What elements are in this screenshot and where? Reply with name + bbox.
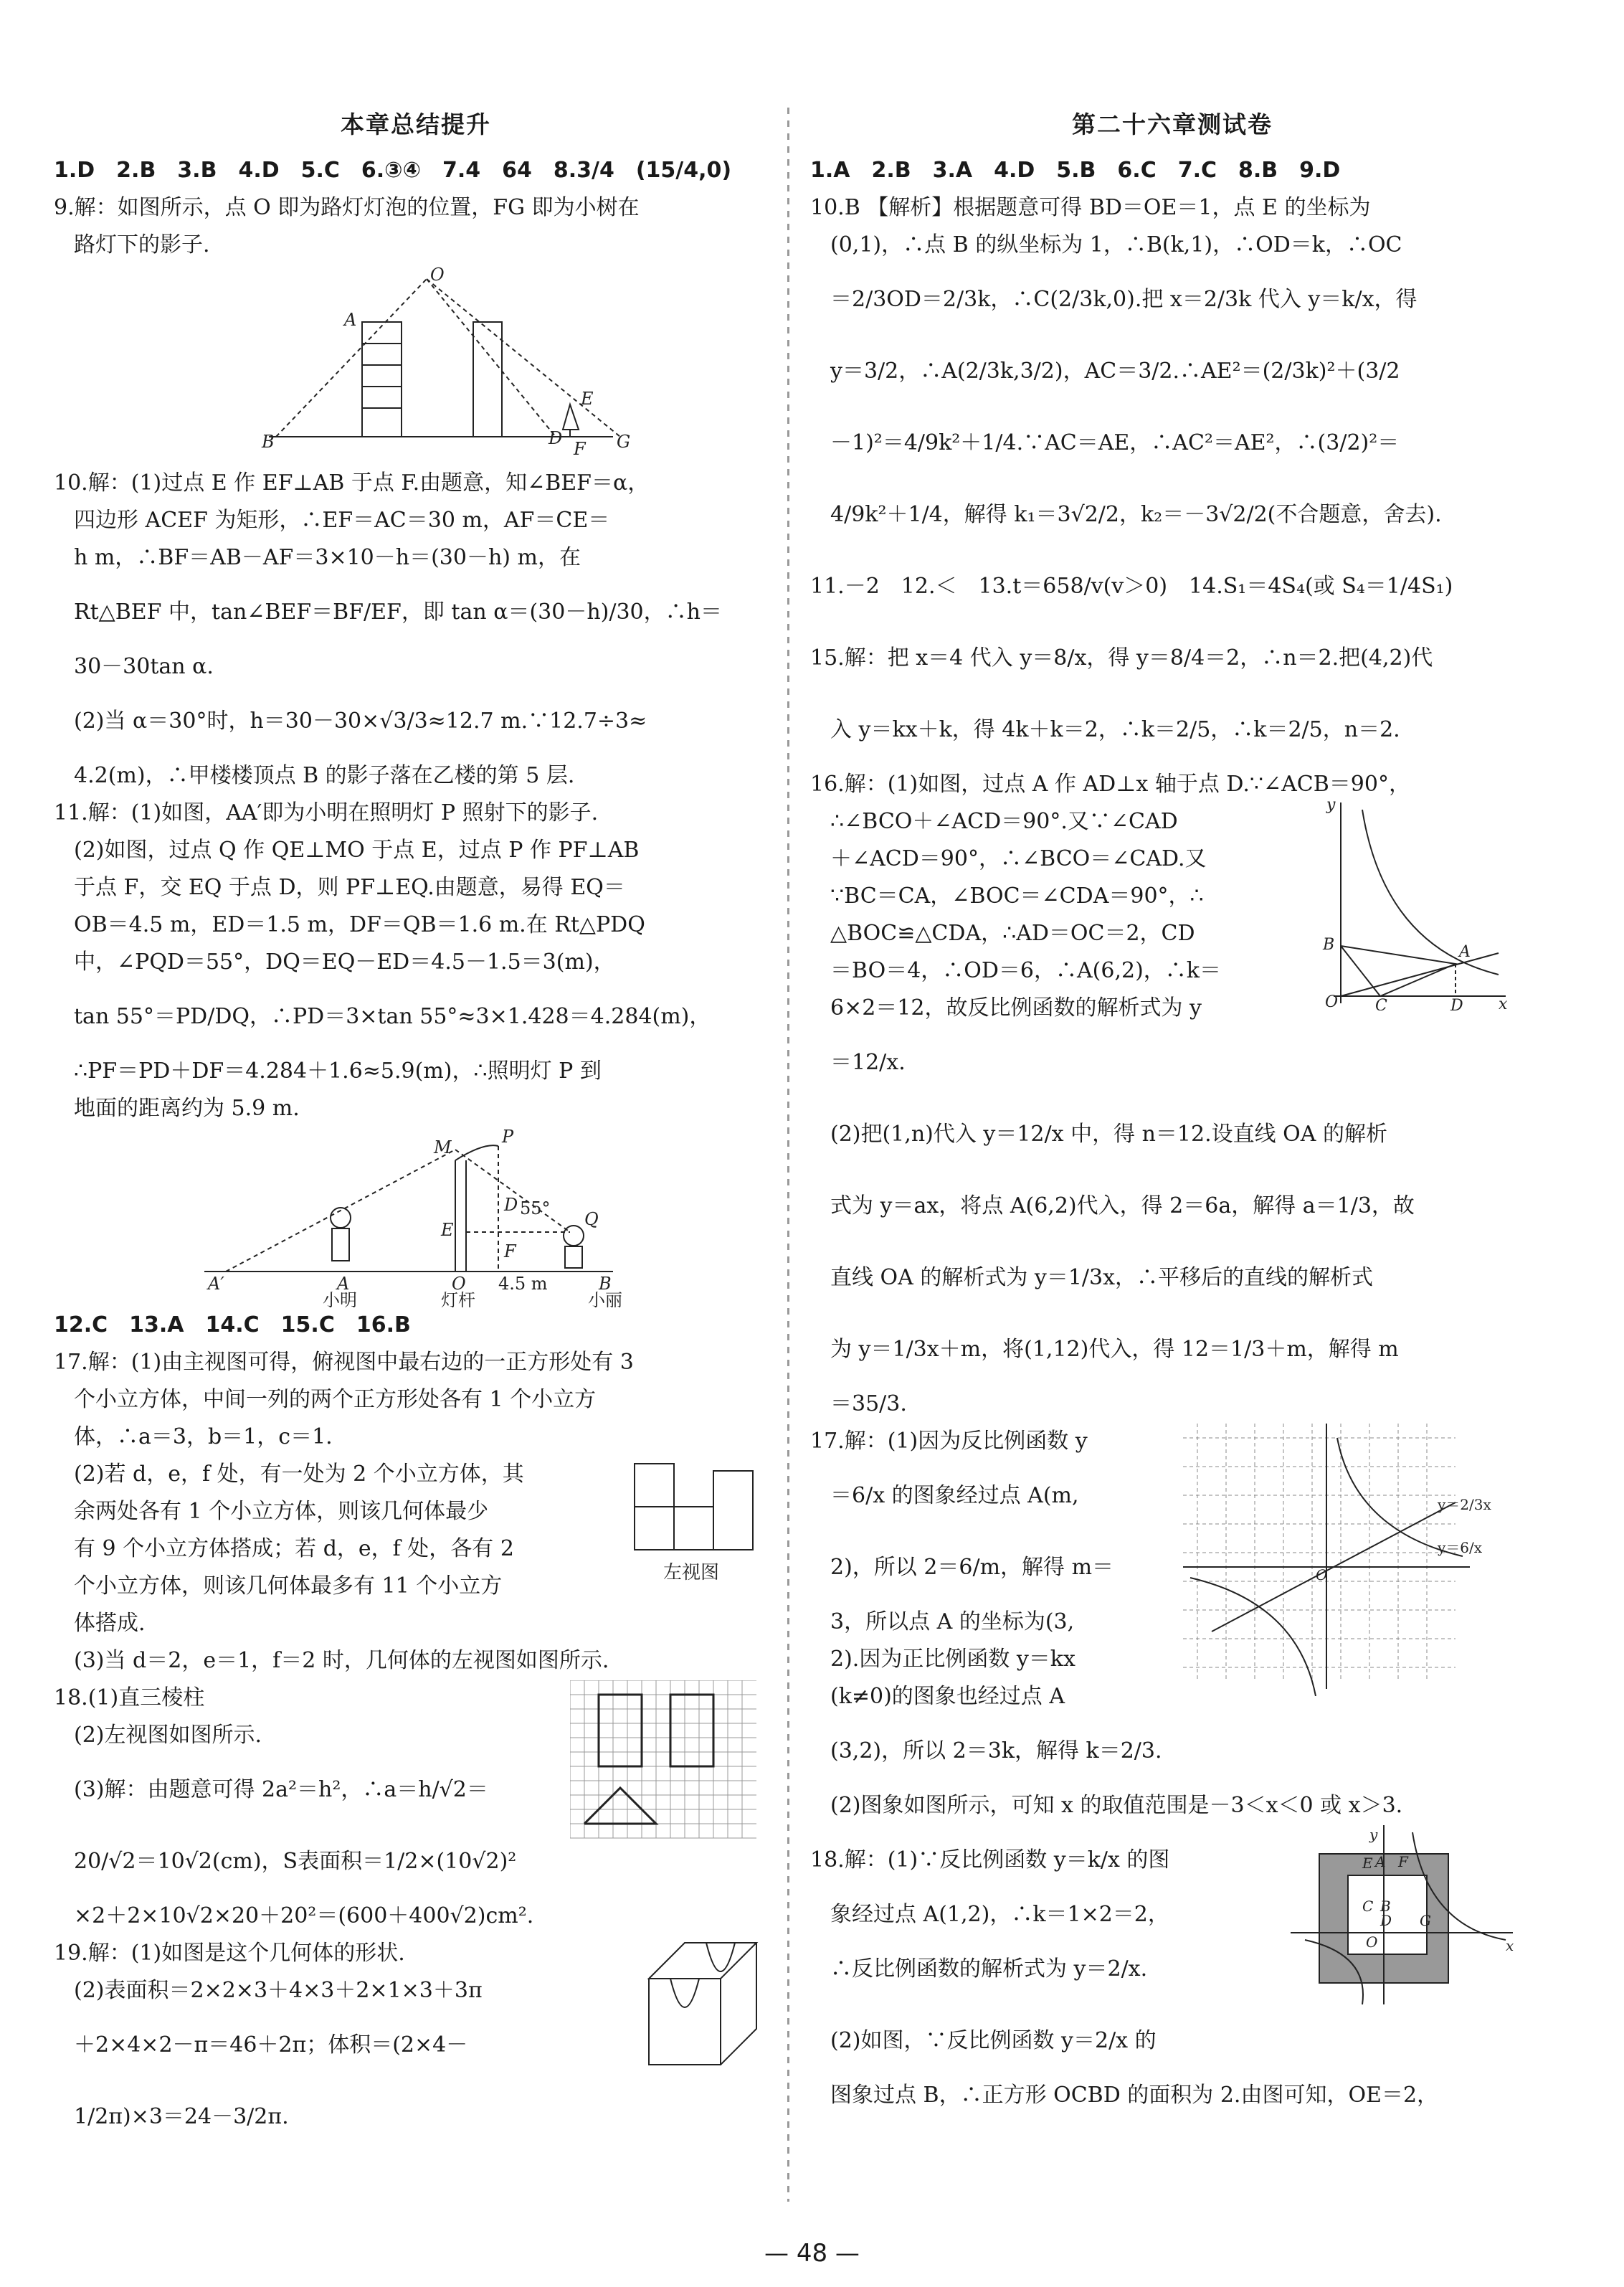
text-line: 6×2＝12，故反比例函数的解析式为 y: [830, 995, 1202, 1021]
function-graph-17: [1183, 1424, 1499, 1696]
text-line: 1/2π)×3＝24－3/2π.: [74, 2104, 289, 2129]
svg-text:A′: A′: [208, 1274, 224, 1294]
text-line: 个小立方体，中间一列的两个正方形处各有 1 个小立方: [74, 1387, 597, 1412]
text-line: (2)把(1,n)代入 y＝12/x 中，得 n＝12.设直线 OA 的解析: [830, 1122, 1387, 1147]
svg-text:x: x: [1499, 995, 1508, 1010]
text-line: 18.解：(1)∵反比例函数 y＝k/x 的图: [810, 1847, 1170, 1872]
text-line: 4/9k²＋1/4，解得 k₁＝3√2/2，k₂＝－3√2/2(不合题意，舍去).: [830, 502, 1442, 527]
svg-text:B: B: [599, 1274, 612, 1294]
page-number: — 48 —: [764, 2239, 860, 2268]
text-line: ＋∠ACD＝90°，∴∠BCO＝∠CAD.又: [830, 846, 1207, 871]
text-line: y＝3/2，∴A(2/3k,3/2)，AC＝3/2.∴AE²＝(2/3k)²＋(3/2: [830, 359, 1400, 384]
text-line: ＋2×4×2－π＝46＋2π；体积＝(2×4－: [74, 2032, 468, 2058]
text-line: △BOC≌△CDA，∴AD＝OC＝2，CD: [830, 921, 1195, 946]
solid-figure: [620, 1936, 764, 2079]
text-line: (3)当 d＝2，e＝1，f＝2 时，几何体的左视图如图所示.: [74, 1648, 609, 1673]
curve-label: y＝6/x: [1438, 1539, 1483, 1556]
text-line: 16.解：(1)如图，过点 A 作 AD⊥x 轴于点 D.∵∠ACB＝90°，: [810, 772, 1410, 797]
lamp-label: 灯杆: [441, 1290, 475, 1307]
right-column: [810, 100, 1534, 2115]
svg-text:O: O: [1366, 1933, 1378, 1951]
svg-text:B: B: [1380, 1898, 1391, 1915]
svg-text:Q: Q: [584, 1209, 599, 1229]
text-line: 2).因为正比例函数 y＝kx: [830, 1647, 1075, 1672]
svg-text:y: y: [1326, 796, 1336, 814]
text-line: 10.解：(1)过点 E 作 EF⊥AB 于点 F.由题意，知∠BEF＝α，: [54, 470, 650, 496]
svg-text:y: y: [1369, 1826, 1378, 1843]
text-line: tan 55°＝PD/DQ，∴PD＝3×tan 55°≈3×1.428＝4.284(m)，: [74, 1004, 711, 1029]
answer-line: 12.C 13.A 14.C 15.C 16.B: [54, 1312, 411, 1337]
left-column: [54, 100, 778, 2154]
text-line: ∴PF＝PD＋DF＝4.284＋1.6≈5.9(m)，∴照明灯 P 到: [74, 1059, 602, 1084]
lamp-figure: [54, 1128, 771, 1307]
text-line: 个小立方体，则该几何体最多有 11 个小立方: [74, 1573, 503, 1599]
svg-text:A: A: [1375, 1853, 1386, 1870]
text-line: 3，所以点 A 的坐标为(3,: [830, 1609, 1075, 1634]
svg-text:D: D: [1380, 1912, 1392, 1929]
text-line: 地面的距离约为 5.9 m.: [74, 1096, 300, 1121]
text-line: 入 y＝kx＋k，得 4k＋k＝2，∴k＝2/5，∴k＝2/5，n＝2.: [830, 717, 1400, 742]
text-line: 17.解：(1)因为反比例函数 y: [810, 1429, 1088, 1454]
svg-text:G: G: [1420, 1912, 1431, 1929]
left-view-label: 左视图: [663, 1562, 720, 1583]
svg-text:F: F: [1398, 1853, 1408, 1870]
svg-text:M: M: [434, 1137, 452, 1157]
text-line: 图象过点 B，∴正方形 OCBD 的面积为 2.由图可知，OE＝2，: [830, 2083, 1439, 2108]
text-line: 有 9 个小立方体搭成；若 d，e，f 处，各有 2: [74, 1536, 514, 1561]
text-line: 19.解：(1)如图是这个几何体的形状.: [54, 1941, 405, 1966]
text-line: 30－30tan α.: [74, 654, 214, 679]
text-line: (2)如图，过点 Q 作 QE⊥MO 于点 E，过点 P 作 PF⊥AB: [74, 838, 640, 863]
text-line: 20/√2＝10√2(cm)，S表面积＝1/2×(10√2)²: [74, 1849, 517, 1874]
text-line: 4.2(m)，∴甲楼楼顶点 B 的影子落在乙楼的第 5 层.: [74, 763, 575, 788]
answer-line: 1.A 2.B 3.A 4.D 5.B 6.C 7.C 8.B 9.D: [810, 158, 1341, 183]
svg-text:E: E: [581, 389, 594, 409]
text-line: 9.解：如图所示，点 O 即为路灯灯泡的位置，FG 即为小树在: [54, 195, 640, 220]
text-line: 路灯下的影子.: [74, 232, 210, 257]
section-title-right: 第二十六章测试卷: [1072, 110, 1273, 138]
svg-text:B: B: [1323, 936, 1335, 954]
distance-label: 4.5 m: [498, 1274, 548, 1294]
svg-text:A: A: [337, 1274, 350, 1294]
svg-text:C: C: [1362, 1898, 1374, 1915]
text-line: 体搭成.: [74, 1611, 146, 1636]
text-line: 2)，所以 2＝6/m，解得 m＝: [830, 1555, 1114, 1580]
text-line: h m，∴BF＝AB－AF＝3×10－h＝(30－h) m，在: [74, 545, 581, 570]
svg-text:B: B: [262, 432, 275, 452]
text-line: (3,2)，所以 2＝3k，解得 k＝2/3.: [830, 1738, 1162, 1763]
square-figure-18: [1291, 1825, 1520, 2012]
svg-text:G: G: [617, 432, 631, 452]
text-line: 11.解：(1)如图，AA′即为小明在照明灯 P 照射下的影子.: [54, 800, 599, 825]
text-line: ＝BO＝4，∴OD＝6，∴A(6,2)，∴k＝: [830, 958, 1221, 983]
text-line: Rt△BEF 中，tan∠BEF＝BF/EF，即 tan α＝(30－h)/30，∴h＝: [74, 600, 722, 625]
xiaoming-label: 小明: [323, 1290, 357, 1307]
text-line: (2)表面积＝2×2×3＋4×3＋2×1×3＋3π: [74, 1978, 483, 2003]
text-line: (k≠0)的图象也经过点 A: [830, 1684, 1065, 1709]
text-line: ∴∠BCO＋∠ACD＝90°.又∵∠CAD: [830, 809, 1178, 834]
text-line: ∴反比例函数的解析式为 y＝2/x.: [830, 1956, 1148, 1981]
svg-text:A: A: [344, 310, 357, 330]
text-line: (0,1)，∴点 B 的纵坐标为 1，∴B(k,1)，∴OD＝k，∴OC: [830, 232, 1402, 257]
text-line: (2)当 α＝30°时，h＝30－30×√3/3≈12.7 m.∵12.7÷3≈: [74, 709, 647, 734]
text-line: 直线 OA 的解析式为 y＝1/3x，∴平移后的直线的解析式: [830, 1265, 1374, 1290]
streetlight-figure: [54, 265, 771, 465]
line-label: y＝2/3x: [1438, 1496, 1491, 1513]
svg-text:D: D: [504, 1195, 518, 1215]
svg-text:O: O: [1316, 1566, 1328, 1583]
text-line: (2)左视图如图所示.: [74, 1723, 262, 1748]
text-line: OB＝4.5 m，ED＝1.5 m，DF＝QB＝1.6 m.在 Rt△PDQ: [74, 912, 645, 937]
hyperbola-figure-16: [1312, 795, 1513, 1010]
column-divider: [787, 108, 789, 2202]
svg-text:O: O: [1325, 993, 1339, 1010]
text-line: 18.(1)直三棱柱: [54, 1685, 205, 1710]
xiaoli-label: 小丽: [588, 1290, 622, 1307]
svg-text:D: D: [1450, 997, 1463, 1010]
svg-text:F: F: [574, 439, 586, 459]
text-line: 四边形 ACEF 为矩形，∴EF＝AC＝30 m，AF＝CE＝: [74, 508, 610, 533]
svg-text:D: D: [549, 428, 563, 448]
svg-text:P: P: [502, 1128, 514, 1147]
svg-text:E: E: [1362, 1855, 1373, 1872]
text-line: ＝35/3.: [830, 1391, 907, 1416]
left-view-figure: [620, 1457, 764, 1636]
svg-text:O: O: [430, 265, 445, 285]
svg-text:C: C: [1375, 997, 1387, 1010]
text-line: 为 y＝1/3x＋m，将(1,12)代入，得 12＝1/3＋m，解得 m: [830, 1337, 1399, 1362]
answer-line: 11.－2 12.＜ 13.t＝658/v(v＞0) 14.S₁＝4S₄(或 S₄＝1/4S₁): [810, 574, 1453, 599]
text-line: ＝2/3OD＝2/3k，∴C(2/3k,0).把 x＝2/3k 代入 y＝k/x，得: [830, 287, 1418, 312]
text-line: ＝12/x.: [830, 1050, 906, 1075]
text-line: ×2＋2×10√2×20＋20²＝(600＋400√2)cm².: [74, 1903, 534, 1928]
text-line: (3)解：由题意可得 2a²＝h²，∴a＝h/√2＝: [74, 1777, 488, 1802]
text-line: 15.解：把 x＝4 代入 y＝8/x，得 y＝8/4＝2，∴n＝2.把(4,2)代: [810, 645, 1433, 671]
angle-label: 55°: [520, 1198, 551, 1218]
svg-text:A: A: [1459, 943, 1471, 961]
svg-text:F: F: [504, 1241, 516, 1261]
text-line: 余两处各有 1 个小立方体，则该几何体最少: [74, 1499, 489, 1524]
answer-line: 1.D 2.B 3.B 4.D 5.C 6.③④ 7.4 64 8.3/4 (15/4,0): [54, 158, 732, 183]
text-line: 中，∠PQD＝55°，DQ＝EQ－ED＝4.5－1.5＝3(m)，: [74, 950, 615, 975]
text-line: 式为 y＝ax，将点 A(6,2)代入，得 2＝6a，解得 a＝1/3，故: [830, 1193, 1415, 1218]
text-line: ＝6/x 的图象经过点 A(m,: [830, 1483, 1079, 1508]
svg-text:x: x: [1506, 1937, 1514, 1954]
section-title-left: 本章总结提升: [341, 110, 491, 138]
svg-text:O: O: [452, 1274, 466, 1294]
text-line: (2)图象如图所示，可知 x 的取值范围是－3＜x＜0 或 x＞3.: [830, 1793, 1403, 1818]
text-line: 17.解：(1)由主视图可得，俯视图中最右边的一正方形处有 3: [54, 1350, 634, 1375]
text-line: 10.B 【解析】根据题意可得 BD＝OE＝1，点 E 的坐标为: [810, 195, 1371, 220]
svg-text:E: E: [441, 1220, 454, 1240]
text-line: 体，∴a＝3，b＝1，c＝1.: [74, 1424, 333, 1449]
text-line: 于点 F，交 EQ 于点 D，则 PF⊥EQ.由题意，易得 EQ＝: [74, 875, 625, 900]
grid-figure: [570, 1680, 756, 1852]
text-line: (2)如图，∵反比例函数 y＝2/x 的: [830, 2028, 1157, 2053]
text-line: 象经过点 A(1,2)，∴k＝1×2＝2，: [830, 1902, 1169, 1927]
text-line: －1)²＝4/9k²＋1/4.∵AC＝AE，∴AC²＝AE²，∴(3/2)²＝: [830, 430, 1400, 455]
text-line: (2)若 d，e，f 处，有一处为 2 个小立方体，其: [74, 1462, 524, 1487]
text-line: ∵BC＝CA，∠BOC＝∠CDA＝90°，∴: [830, 884, 1204, 909]
